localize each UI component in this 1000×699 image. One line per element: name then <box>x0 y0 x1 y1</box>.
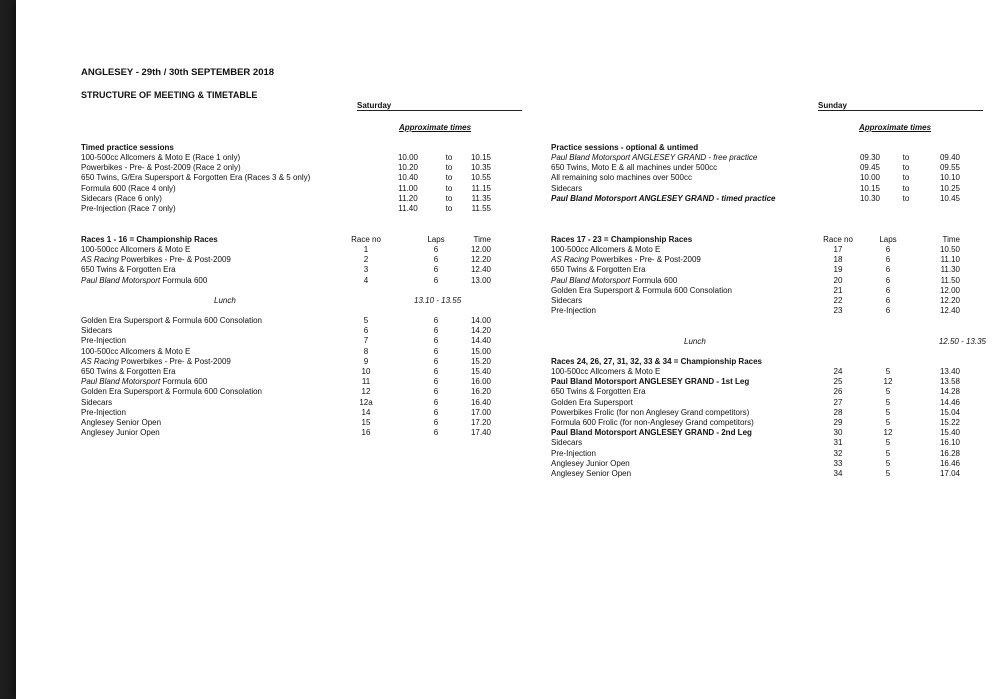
race-name <box>551 418 754 428</box>
practice-start-time: 11.40 <box>398 204 418 213</box>
race-time: 13.40 <box>939 367 960 376</box>
race-time: 17.00 <box>470 407 491 417</box>
practice-to: to <box>902 153 910 162</box>
race-name <box>81 367 176 377</box>
practice-end-time: 10.25 <box>939 183 960 193</box>
race-time: 14.40 <box>470 336 491 346</box>
race-number: 29 <box>833 418 843 427</box>
race-time: 12.20 <box>939 296 960 305</box>
practice-start-time: 10.30 <box>859 193 881 203</box>
race-number: 32 <box>833 448 843 458</box>
race-name <box>551 469 631 479</box>
race-title: Golden Era Supersport & Formula 600 Consolation <box>81 316 262 325</box>
race-time: 15.04 <box>939 407 960 417</box>
race-number: 3 <box>363 265 369 275</box>
practice-to: to <box>445 163 453 173</box>
race-title: Pre-Injection <box>551 448 596 458</box>
race-title: 650 Twins & Forgotten Era <box>551 387 646 397</box>
race-number: 6 <box>363 326 369 336</box>
race-laps: 6 <box>433 407 439 417</box>
race-number: 11 <box>361 377 371 387</box>
saturday-underline <box>357 110 522 111</box>
document-page <box>16 0 1000 699</box>
saturday-lunch-label: Lunch <box>214 296 236 305</box>
document-subtitle: STRUCTURE OF MEETING & TIMETABLE <box>81 90 258 100</box>
race-title: 650 Twins & Forgotten Era <box>81 265 176 275</box>
race-time: 13.58 <box>939 377 960 387</box>
race-time: 12.40 <box>470 265 491 275</box>
race-laps: 6 <box>433 397 439 407</box>
race-time: 16.28 <box>939 448 960 458</box>
saturday-col-laps: Laps <box>427 235 445 244</box>
saturday-practice-heading: Timed practice sessions <box>81 143 174 152</box>
race-name <box>551 408 749 418</box>
race-number: 12 <box>361 387 371 397</box>
race-name <box>81 255 231 265</box>
race-laps: 6 <box>433 275 439 285</box>
race-number: 4 <box>363 275 369 285</box>
race-title: 650 Twins & Forgotten Era <box>551 265 646 275</box>
sunday-lunch-label: Lunch <box>684 337 706 346</box>
race-name <box>81 387 262 397</box>
race-time: 12.40 <box>939 306 960 316</box>
practice-end-time: 10.55 <box>470 173 491 183</box>
race-laps: 6 <box>433 265 439 275</box>
practice-start-time: 11.00 <box>398 183 418 193</box>
race-title: Formula 600 <box>160 275 208 285</box>
race-time: 16.20 <box>470 387 491 397</box>
race-name <box>81 377 207 387</box>
race-time: 16.00 <box>470 377 491 387</box>
race-time: 10.50 <box>939 245 960 254</box>
race-title: Anglesey Senior Open <box>551 469 632 478</box>
race-laps: 6 <box>433 418 439 427</box>
practice-to: to <box>902 173 910 183</box>
practice-to: to <box>445 183 453 193</box>
race-title: 100-500cc Allcomers & Moto E <box>551 245 661 254</box>
practice-session-name: All remaining solo machines over 500cc <box>551 173 692 183</box>
race-time: 16.46 <box>939 458 960 468</box>
practice-session-name: Formula 600 (Race 4 only) <box>81 183 176 193</box>
race-sponsor: AS Racing <box>81 255 119 265</box>
race-name <box>551 398 633 408</box>
race-number: 19 <box>833 265 843 275</box>
race-laps: 6 <box>885 296 891 305</box>
race-time: 14.00 <box>470 316 491 325</box>
practice-end-time: 11.15 <box>471 183 491 193</box>
race-name <box>81 428 160 438</box>
race-time: 15.40 <box>470 367 491 376</box>
practice-session-name: 650 Twins, G/Era Supersport & Forgotten Era (Races 3 & 5 only) <box>81 173 311 183</box>
race-title: 100-500cc Allcomers & Moto E <box>81 245 191 254</box>
practice-start-time: 11.20 <box>398 193 418 203</box>
race-name <box>81 265 176 275</box>
race-number: 22 <box>833 296 843 305</box>
practice-end-time: 10.35 <box>470 163 491 173</box>
race-number: 15 <box>361 418 371 427</box>
race-laps: 6 <box>885 285 891 295</box>
race-time: 15.22 <box>939 418 960 427</box>
race-name <box>551 449 596 459</box>
practice-start-time: 10.20 <box>397 163 419 173</box>
race-time: 17.40 <box>470 428 491 438</box>
practice-end-time: 10.10 <box>939 173 960 183</box>
race-title: Anglesey Junior Open <box>81 428 160 438</box>
race-number: 10 <box>361 367 371 376</box>
race-laps: 6 <box>885 245 891 254</box>
race-time: 12.00 <box>470 245 491 254</box>
saturday-races-heading: Races 1 - 16 = Championship Races <box>81 235 218 244</box>
race-time: 14.20 <box>470 326 491 336</box>
race-laps: 5 <box>885 458 891 468</box>
race-time: 15.40 <box>939 428 960 438</box>
practice-start-time: 10.00 <box>859 173 881 183</box>
race-number: 1 <box>363 245 369 254</box>
race-laps: 6 <box>433 387 439 397</box>
race-laps: 6 <box>885 265 891 275</box>
race-number: 21 <box>833 285 843 295</box>
race-name <box>551 265 646 275</box>
race-laps: 6 <box>885 275 891 285</box>
race-time: 15.00 <box>470 346 491 356</box>
race-number: 17 <box>833 245 843 254</box>
race-number: 7 <box>363 336 369 346</box>
race-name <box>551 286 732 296</box>
race-name <box>551 276 677 286</box>
race-title: Golden Era Supersport & Formula 600 Consolation <box>81 387 262 397</box>
race-number: 33 <box>833 458 843 468</box>
race-name <box>81 276 207 286</box>
race-name <box>551 438 582 448</box>
practice-session-name: Paul Bland Motorsport ANGLESEY GRAND - timed practice <box>551 193 776 203</box>
race-number: 8 <box>363 346 369 356</box>
race-number: 30 <box>833 428 843 438</box>
race-time: 16.40 <box>470 397 491 407</box>
race-sponsor: Paul Bland Motorsport <box>551 275 631 285</box>
race-number: 27 <box>833 397 843 407</box>
race-title: Sidecars <box>81 326 113 336</box>
race-laps: 6 <box>433 255 439 265</box>
practice-to: to <box>902 163 910 173</box>
saturday-col-time: Time <box>473 235 491 244</box>
race-title: Sidecars <box>551 296 583 305</box>
race-number: 12a <box>359 397 373 407</box>
race-number: 9 <box>363 356 369 366</box>
race-time: 15.20 <box>470 356 491 366</box>
race-title: Anglesey Junior Open <box>551 458 630 468</box>
practice-session-name: Pre-Injection (Race 7 only) <box>81 204 176 213</box>
race-sponsor: Paul Bland Motorsport <box>81 275 161 285</box>
practice-session-name: 650 Twins, Moto E & all machines under 500cc <box>551 163 718 173</box>
saturday-lunch-time: 13.10 - 13.55 <box>414 296 462 305</box>
race-laps: 5 <box>885 438 891 448</box>
race-name <box>81 336 126 346</box>
race-title: Anglesey Senior Open <box>81 418 162 427</box>
practice-end-time: 09.55 <box>939 163 960 173</box>
race-laps: 6 <box>433 377 439 387</box>
race-title: Sidecars <box>551 438 583 448</box>
race-time: 11.30 <box>940 265 960 275</box>
race-laps: 5 <box>885 448 891 458</box>
document-title: ANGLESEY - 29th / 30th SEPTEMBER 2018 <box>81 67 275 78</box>
sunday-col-race-no: Race no <box>823 235 853 244</box>
race-number: 20 <box>833 275 843 285</box>
race-number: 23 <box>833 306 843 316</box>
race-name <box>81 398 112 408</box>
race-title: Powerbikes - Pre- & Post-2009 <box>588 255 701 265</box>
practice-to: to <box>902 183 910 193</box>
race-title: Formula 600 Frolic (for non-Anglesey Grand competitors) <box>551 418 754 427</box>
race-number: 28 <box>833 407 843 417</box>
race-name <box>551 255 701 265</box>
race-laps: 6 <box>433 326 439 336</box>
race-time: 12.20 <box>470 255 491 265</box>
race-laps: 6 <box>433 336 439 346</box>
race-title: Pre-Injection <box>81 407 126 417</box>
race-laps: 6 <box>433 428 439 438</box>
saturday-col-race-no: Race no <box>351 235 381 244</box>
sunday-lunch-time: 12.50 - 13.35 <box>938 337 986 346</box>
practice-start-time: 10.40 <box>397 173 419 183</box>
race-laps: 5 <box>885 387 891 397</box>
practice-end-time: 11.55 <box>471 204 491 213</box>
race-laps: 5 <box>885 407 891 417</box>
race-name <box>551 245 660 255</box>
race-title: Paul Bland Motorsport ANGLESEY GRAND - 1st Leg <box>551 377 750 387</box>
race-name <box>81 408 126 418</box>
race-time: 17.20 <box>470 418 491 427</box>
practice-to: to <box>445 193 453 203</box>
race-name <box>551 459 630 469</box>
race-number: 26 <box>833 387 843 397</box>
practice-to: to <box>445 204 453 213</box>
practice-start-time: 10.00 <box>397 153 419 162</box>
race-laps: 6 <box>433 316 439 325</box>
race-title: Powerbikes Frolic (for non Anglesey Grand competitors) <box>551 407 750 417</box>
race-laps: 5 <box>885 397 891 407</box>
race-title: Sidecars <box>81 397 113 407</box>
race-name <box>81 316 262 326</box>
race-title: 100-500cc Allcomers & Moto E <box>81 346 191 356</box>
practice-to: to <box>445 153 453 162</box>
saturday-approx-times: Approximate times <box>399 123 472 132</box>
race-laps: 6 <box>433 356 439 366</box>
race-title: Powerbikes - Pre- & Post-2009 <box>118 255 231 265</box>
race-title: Powerbikes - Pre- & Post-2009 <box>118 356 231 366</box>
race-laps: 6 <box>885 255 891 265</box>
race-number: 25 <box>833 377 843 387</box>
practice-to: to <box>902 193 910 203</box>
race-number: 31 <box>833 438 843 448</box>
practice-end-time: 11.35 <box>471 193 491 203</box>
race-title: Golden Era Supersport <box>551 397 633 407</box>
race-number: 34 <box>833 469 843 478</box>
practice-start-time: 09.30 <box>859 153 881 162</box>
practice-start-time: 09.45 <box>859 163 881 173</box>
race-title: Formula 600 <box>630 275 678 285</box>
sunday-races-heading-2: Races 24, 26, 27, 31, 32, 33 & 34 = Championship Races <box>551 357 763 366</box>
race-title: Golden Era Supersport & Formula 600 Consolation <box>551 285 732 295</box>
race-title: Pre-Injection <box>551 306 596 316</box>
race-name <box>81 245 190 255</box>
race-name <box>81 418 161 428</box>
sunday-col-laps: Laps <box>879 235 897 244</box>
race-title: Formula 600 <box>160 377 208 387</box>
sunday-practice-heading: Practice sessions - optional & untimed <box>551 143 699 152</box>
race-title: Paul Bland Motorsport ANGLESEY GRAND - 2nd Leg <box>551 428 752 438</box>
practice-to: to <box>445 173 453 183</box>
race-name <box>81 326 112 336</box>
race-time: 17.04 <box>939 469 960 478</box>
race-laps: 6 <box>433 367 439 376</box>
race-number: 5 <box>363 316 369 325</box>
race-name <box>81 357 231 367</box>
sunday-races-heading: Races 17 - 23 = Championship Races <box>551 235 693 244</box>
race-laps: 5 <box>885 469 891 478</box>
race-number: 16 <box>361 428 371 438</box>
practice-end-time: 10.15 <box>470 153 491 162</box>
race-name <box>551 377 749 387</box>
race-laps: 12 <box>883 377 893 387</box>
sunday-col-time: Time <box>942 235 960 244</box>
sunday-approx-times: Approximate times <box>859 123 932 132</box>
race-name <box>551 367 660 377</box>
practice-end-time: 10.45 <box>939 193 960 203</box>
race-title: 100-500cc Allcomers & Moto E <box>551 367 661 376</box>
race-laps: 6 <box>433 346 439 356</box>
race-sponsor: AS Racing <box>81 356 119 366</box>
practice-session-name: Sidecars (Race 6 only) <box>81 193 162 203</box>
race-laps: 5 <box>885 367 891 376</box>
practice-session-name: Powerbikes - Pre- & Post-2009 (Race 2 only) <box>81 163 241 173</box>
race-time: 13.00 <box>470 275 491 285</box>
race-time: 11.50 <box>940 275 960 285</box>
race-sponsor: AS Racing <box>551 255 589 265</box>
race-time: 14.28 <box>939 387 960 397</box>
practice-start-time: 10.15 <box>859 183 881 193</box>
practice-session-name: Sidecars <box>551 183 583 193</box>
practice-session-name: Paul Bland Motorsport ANGLESEY GRAND - free practice <box>551 153 758 162</box>
race-number: 2 <box>363 255 369 265</box>
race-sponsor: Paul Bland Motorsport <box>81 377 161 387</box>
race-laps: 12 <box>883 428 893 438</box>
race-laps: 6 <box>433 245 439 254</box>
sunday-underline <box>818 110 983 111</box>
race-name <box>551 387 646 397</box>
race-laps: 6 <box>885 306 891 316</box>
sunday-label: Sunday <box>818 101 847 110</box>
race-title: Pre-Injection <box>81 336 126 346</box>
race-time: 14.46 <box>939 397 960 407</box>
race-time: 11.10 <box>940 255 960 265</box>
race-title: 650 Twins & Forgotten Era <box>81 367 176 376</box>
race-number: 24 <box>833 367 843 376</box>
race-number: 14 <box>361 407 371 417</box>
race-name <box>551 296 582 306</box>
race-time: 12.00 <box>939 285 960 295</box>
race-name <box>81 347 190 357</box>
race-laps: 5 <box>885 418 891 427</box>
saturday-label: Saturday <box>357 101 392 110</box>
race-number: 18 <box>833 255 843 265</box>
practice-end-time: 09.40 <box>939 153 960 162</box>
race-time: 16.10 <box>939 438 960 448</box>
practice-session-name: 100-500cc Allcomers & Moto E (Race 1 only) <box>81 153 241 162</box>
race-name <box>551 428 752 438</box>
race-name <box>551 306 596 316</box>
